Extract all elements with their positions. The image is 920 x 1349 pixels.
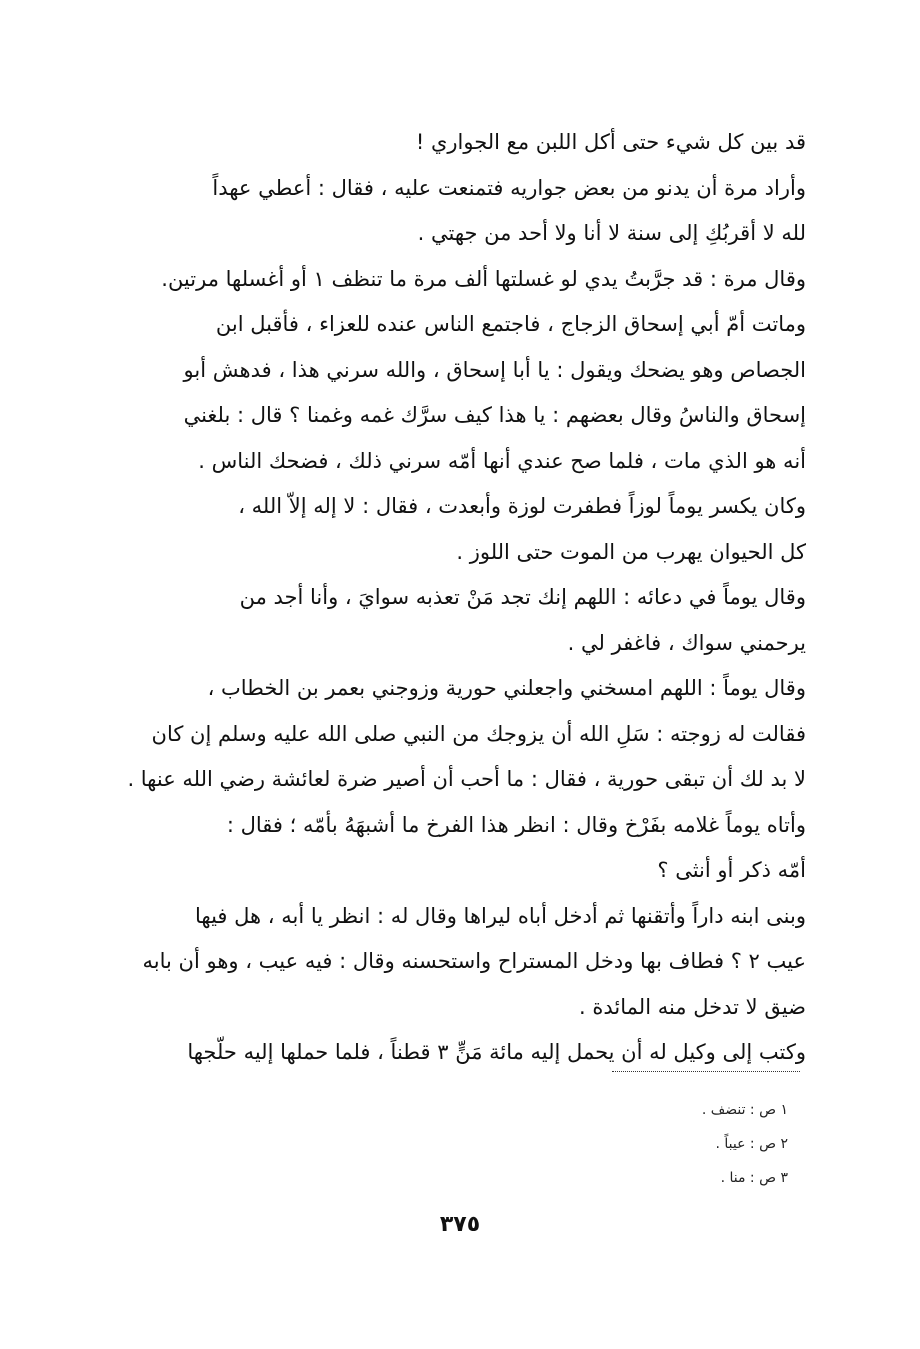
text-line: وبنى ابنه داراً وأتقنها ثم أدخل أباه ليراها وقال له : انظر يا أبه ، هل فيها [195,903,806,928]
text-line: وكان يكسر يوماً لوزاً فطفرت لوزة وأبعدت ، فقال : لا إله إلاّ الله ، [238,494,806,518]
main-text [112,120,806,1076]
text-line: إسحاق والناسُ وقال بعضهم : يا هذا كيف سرَّك غمه وغمنا ؟ قال : بلغني [183,403,806,427]
text-line: وكتب إلى وكيل له أن يحمل إليه مائة مَنٍّ ٣ قطناً ، فلما حملها إليه حلّجها [187,1040,806,1064]
text-line: وقال مرة : قد جرَّبتُ يدي لو غسلتها ألف مرة ما تنظف ١ أو أغسلها مرتين. [161,266,806,291]
text-line: وماتت أمّ أبي إسحاق الزجاج ، فاجتمع الناس عنده للعزاء ، فأقبل ابن [215,312,806,336]
text-line: يرحمني سواك ، فاغفر لي . [567,630,806,655]
text-line: لله لا أقربُكِ إلى سنة لا أنا ولا أحد من جهتي . [417,221,806,245]
text-line: كل الحيوان يهرب من الموت حتى اللوز . [456,539,806,564]
text-line: وأتاه يوماً غلامه بفَرْخ وقال : انظر هذا الفرخ ما أشبهَهُ بأمّه ؛ فقال : [226,812,806,837]
text-line: فقالت له زوجته : سَلِ الله أن يزوجك من النبي صلى الله عليه وسلم إن كان [151,721,806,746]
text-line: الجصاص وهو يضحك ويقول : يا أبا إسحاق ، والله سرني هذا ، فدهش أبو [183,357,806,382]
footnote-divider [612,1071,800,1072]
text-line: أنه هو الذي مات ، فلما صح عندي أنها أمّه سرني ذلك ، فضحك الناس . [198,448,806,473]
footnotes [600,1093,788,1195]
footnote-3: ٣ ص : منا . [720,1170,788,1186]
footnote-1: ١ ص : تنضف . [701,1102,788,1118]
text-line: وأراد مرة أن يدنو من بعض جواريه فتمنعت عليه ، فقال : أعطي عهداً [212,175,806,200]
text-line: لا بد لك أن تبقى حورية ، فقال : ما أحب أن أصير ضرة لعائشة رضي الله عنها . [127,767,806,791]
text-line: وقال يوماً في دعائه : اللهم إنك تجد مَنْ تعذبه سوايَ ، وأنا أجد من [239,585,806,609]
text-line: قد بين كل شيء حتى أكل اللبن مع الجواري ! [415,130,806,154]
text-line: أمّه ذكر أو أنثى ؟ [657,858,806,882]
footnote-2: ٢ ص : عيباً . [715,1136,788,1152]
text-line: عيب ٢ ؟ فطاف بها ودخل المستراح واستحسنه وقال : فيه عيب ، وهو أن بابه [142,949,806,973]
text-line: وقال يوماً : اللهم امسخني واجعلني حورية وزوجني بعمر بن الخطاب ، [207,676,806,700]
text-line: ضيق لا تدخل منه المائدة . [579,994,806,1019]
page-number: ٣٧٥ [439,1212,481,1237]
